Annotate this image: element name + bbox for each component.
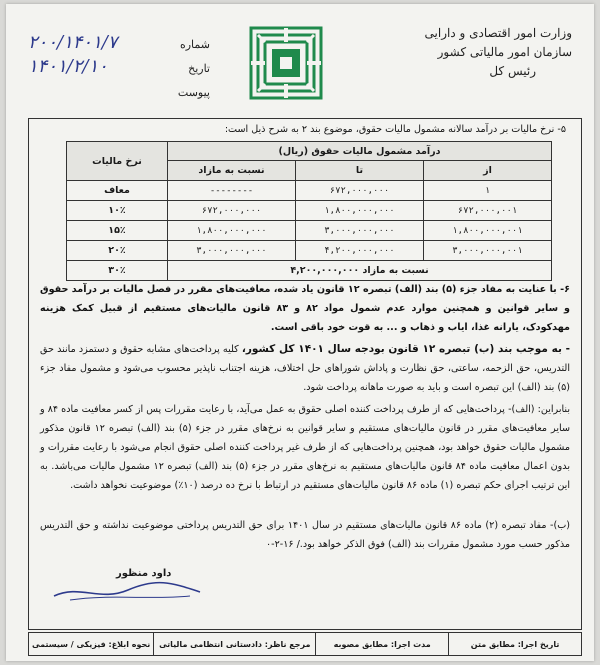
item6-paragraph: ۶- با عنایت به مفاد جزء (۵) بند (الف) تبصره ۱۲ قانون یاد شده، معافیت‌های مقرر در فصل مالیات بر درآمد حقوق و سایر قوانین و همچنین موارد عدم شمول مواد ۸۲ و ۸۳ قانون مالیات‌های مستقیم از قبیل کمک هزینه مهدکودک، یارانه غذا، ایاب و ذهاب و ... به قوت خود باقی است. (40, 284, 570, 333)
table-row (67, 241, 552, 261)
cell-from: ۳,۰۰۰,۰۰۰,۰۰۱ (424, 241, 552, 261)
letter-meta (20, 32, 210, 104)
cell-rate: ۱۵٪ (67, 221, 168, 241)
signature-name: داود منظور (116, 568, 172, 579)
paragraph-alef: بنابراین: (الف)- پرداخت‌هایی که از طرف پرداخت کننده اصلی حقوق به عمل می‌آید، با رعایت مقررات پس از کسر معافیت ماده ۸۴ و سایر معافیت‌های مقرر در قانون مالیات‌های مستقیم و سایر قوانین به نرخ‌های مقرر در جزء (۵) بند (الف) تبصره ۱۲ قانون مذکور مشمول مالیات حقوق خواهد بود، همچنین پرداخت‌هایی که از طرف غیر پرداخت کننده اصلی حقوق انجام می‌شود با رعایت مقررات و بدون اعمال معافیت ماده ۸۴ قانون مالیات‌های مستقیم به نرخ‌های مقرر در جزء (۵) بند (الف) تبصره ۱۲ مشمول مالیات می‌باشد. به این ترتیب اجرای حکم تبصره (۱) ماده ۸۶ قانون مالیات‌های مستقیم در ارتباط با نرخ ده درصد (۱۰٪) موضوعیت نخواهد داشت. (40, 404, 570, 491)
footer-supervisor: مرجع ناظر: دادستانی انتظامی مالیاتی (153, 633, 315, 655)
cell-rate: ۲۰٪ (67, 241, 168, 261)
cell-excess: ۱,۸۰۰,۰۰۰,۰۰۰ (168, 221, 296, 241)
document-page (6, 4, 594, 661)
ministry-line-2: سازمان امور مالیاتی کشور (437, 45, 572, 59)
date-value: ۱۴۰۱/۲/۱۰ (28, 56, 108, 77)
table-row (67, 261, 552, 281)
from-header: از (424, 161, 552, 181)
ministry-line-1: وزارت امور اقتصادی و دارایی (424, 26, 572, 40)
tax-organization-logo-icon (249, 26, 323, 100)
cell-to: ۱,۸۰۰,۰۰۰,۰۰۰ (296, 201, 424, 221)
footer-delivery: نحوه ابلاغ: فیزیکی / سیستمی (32, 639, 151, 649)
attachment-row (20, 80, 210, 104)
footer-duration: مدت اجرا: مطابق مصوبه (315, 633, 448, 655)
table-row (67, 221, 552, 241)
cell-to: ۶۷۲,۰۰۰,۰۰۰ (296, 181, 424, 201)
to-header: تا (296, 161, 424, 181)
ministry-line-3: رئیس کل (489, 64, 536, 78)
cell-excess: ۶۷۲,۰۰۰,۰۰۰ (168, 201, 296, 221)
number-label: شماره (179, 38, 210, 51)
cell-to: ۴,۲۰۰,۰۰۰,۰۰۰ (296, 241, 424, 261)
budget-lead: - به موجب بند (ب) تبصره ۱۲ قانون بودجه سال ۱۴۰۱ کل کشور، (241, 343, 570, 355)
cell-from: ۶۷۲,۰۰۰,۰۰۱ (424, 201, 552, 221)
rate-header: نرخ مالیات (67, 142, 168, 181)
paragraph-be: (ب)- مفاد تبصره (۲) ماده ۸۶ قانون مالیات‌های مستقیم در سال ۱۴۰۱ برای حق التدریس پرداختی موضوعیت نداشته و حق التدریس مذکور حسب مورد مشمول مقررات بند (الف) فوق الذکر خواهد بود./ ۱۶-۲-۰ (40, 520, 570, 550)
budget-paragraph (40, 340, 570, 397)
cell-last-range: نسبت به مازاد ۴,۲۰۰,۰۰۰,۰۰۰ (168, 261, 552, 281)
number-row (20, 32, 210, 56)
ministry-header (422, 24, 572, 81)
cell-to: ۳,۰۰۰,۰۰۰,۰۰۰ (296, 221, 424, 241)
number-value: ۲۰۰/۱۴۰۱/۷ (28, 32, 118, 53)
table-row (67, 181, 552, 201)
income-header: درآمد مشمول مالیات حقوق (ریال) (168, 142, 552, 161)
date-label: تاریخ (188, 62, 210, 75)
cell-from: ۱ (424, 181, 552, 201)
cell-rate: معاف (67, 181, 168, 201)
footer-exec-date: تاریخ اجرا: مطابق متن (448, 633, 581, 655)
cell-from: ۱,۸۰۰,۰۰۰,۰۰۱ (424, 221, 552, 241)
cell-excess: ۳,۰۰۰,۰۰۰,۰۰۰ (168, 241, 296, 261)
cell-excess: -------- (168, 181, 296, 201)
cell-rate: ۳۰٪ (67, 261, 168, 281)
table-row (67, 201, 552, 221)
signature-scribble-icon (50, 578, 210, 604)
attachment-label: پیوست (177, 86, 210, 99)
item5-intro: ۵- نرخ مالیات بر درآمد سالانه مشمول مالیات حقوق، موضوع بند ۲ به شرح ذیل است: (224, 124, 566, 135)
cell-rate: ۱۰٪ (67, 201, 168, 221)
tax-rate-table (66, 141, 552, 281)
excess-header: نسبت به مازاد (168, 161, 296, 181)
date-row (20, 56, 210, 80)
footer-bar (28, 632, 582, 656)
budget-rest: کلیه پرداخت‌های مشابه حقوق و دستمزد مانند حق التدریس، حق الزحمه، ساعتی، حق نظارت و پاداش شوراهای حل اختلاف، هزینه اجتناب ناپذیر محسوب می‌شود و مشمول مفاد جزء (۵) بند (الف) این تبصره است و باید به صورت ماهانه پرداخت شود. (40, 344, 570, 393)
